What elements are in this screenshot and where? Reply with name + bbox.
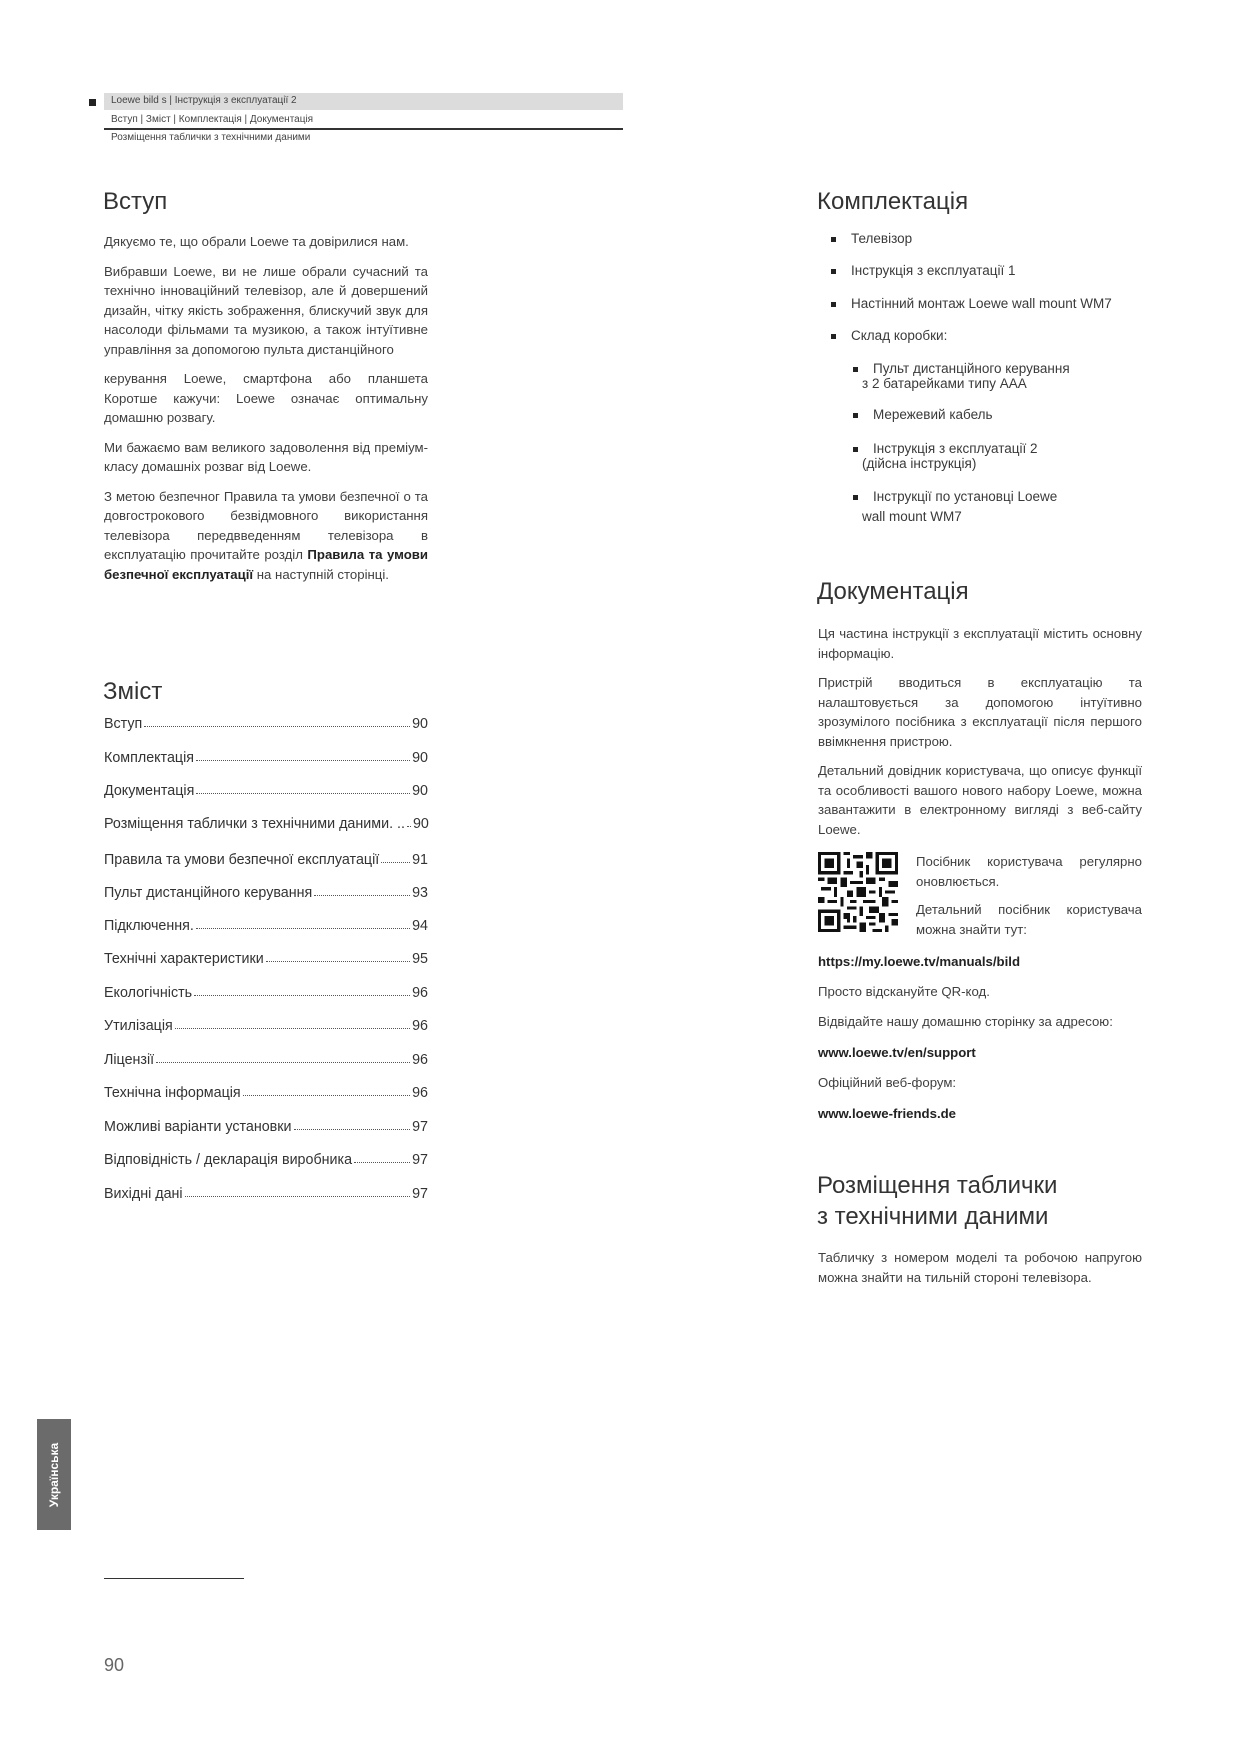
- toc-item-leader: [196, 928, 410, 929]
- toc-item-leader: [294, 1129, 411, 1130]
- contents-subitem: Мережевий кабель: [873, 407, 993, 422]
- toc-item-label: Екологічність: [104, 985, 193, 1001]
- toc-item-label: Ліцензії: [104, 1052, 155, 1068]
- header-breadcrumb: Loewe bild s | Інструкція з експлуатації 2: [111, 95, 297, 106]
- toc-item-leader: [243, 1095, 410, 1096]
- safety-link[interactable]: Правила та умови безпечної експлуатації: [104, 547, 428, 582]
- qr-text-1: Посібник користувача регулярно оновлюється.: [916, 854, 1142, 889]
- toc-item-page: 96: [412, 985, 428, 1001]
- toc-item-label: Вступ: [104, 716, 143, 732]
- qr-text-2: Детальний посібник користувача можна знайти тут:: [916, 902, 1142, 937]
- toc-item-leader: [196, 760, 410, 761]
- toc-item-label: Технічні характеристики: [104, 951, 264, 967]
- toc-title: Зміст: [103, 678, 163, 705]
- toc-item-leader: [144, 726, 410, 727]
- toc-item-leader: [175, 1028, 410, 1029]
- toc-item-page: 96: [412, 1085, 428, 1101]
- toc-item-leader: [354, 1162, 410, 1163]
- toc-item-leader: [314, 895, 410, 896]
- plate-text: Табличку з номером моделі та робочою напругою можна знайти на тильній стороні телевізора.: [818, 1250, 1142, 1285]
- toc-item-label: Пульт дистанційного керування: [104, 885, 313, 901]
- toc-item-label: Документація: [104, 783, 195, 799]
- contents-item: Інструкція з експлуатації 1: [851, 263, 1016, 278]
- contents-item: Телевізор: [851, 231, 913, 246]
- toc-item-leader: [407, 826, 411, 827]
- contents-title: Комплектація: [817, 188, 969, 215]
- header-bullet: [89, 99, 96, 106]
- intro-p5: [104, 487, 428, 585]
- contents-subitem: Пульт дистанційного керування: [873, 361, 1070, 376]
- bullet-icon: [853, 495, 858, 500]
- toc-item-label: Можливі варіанти установки: [104, 1119, 292, 1135]
- contents-item: Настінний монтаж Loewe wall mount WM7: [851, 296, 1112, 311]
- bullet-icon: [831, 269, 836, 274]
- header-sections: Вступ | Зміст | Комплектація | Документація: [111, 114, 314, 125]
- toc-item[interactable]: [104, 1014, 428, 1034]
- bullet-icon: [831, 334, 836, 339]
- toc-item[interactable]: [104, 1081, 428, 1101]
- toc-item[interactable]: [104, 1048, 428, 1068]
- page-number: 90: [104, 1655, 125, 1675]
- toc-item-label: Утилізація: [104, 1018, 173, 1034]
- intro-p5-start: З метою безпечног Правила та умови безпечної о та довгострокового безвідмовного використання телевізора передвведенням телевізора в експлуатацію прочитайте розділ: [104, 488, 428, 562]
- toc-item-page: 96: [412, 1052, 428, 1068]
- docs-p2: Пристрій вводиться в експлуатацію та налаштовується за допомогою інтуїтивно зрозумілого посібника з експлуатації після першого ввімкнення пристрою.: [818, 675, 1142, 749]
- contents-subitem-line2: wall mount WM7: [862, 509, 962, 524]
- contents-subitem-line2: (дійсна інструкція): [862, 456, 977, 471]
- bullet-icon: [853, 413, 858, 418]
- contents-subitem: Інструкції по установці Loewe: [873, 489, 1058, 504]
- qr-code-icon[interactable]: [818, 852, 898, 932]
- header-subsection: Розміщення таблички з технічними даними: [111, 132, 311, 143]
- toc-item-page: 90: [412, 783, 428, 799]
- intro-title: Вступ: [103, 188, 168, 215]
- toc-item-page: 93: [412, 885, 428, 901]
- bullet-icon: [831, 302, 836, 307]
- visit-text: Відвідайте нашу домашню сторінку за адресою:: [818, 1014, 1113, 1029]
- toc-item-label: Розміщення таблички з технічними даними. ..: [104, 816, 405, 832]
- toc-item-page: 97: [412, 1119, 428, 1135]
- toc-item[interactable]: [104, 712, 428, 732]
- support-link[interactable]: www.loewe.tv/en/support: [818, 1045, 976, 1060]
- footnote-divider: [104, 1578, 244, 1579]
- toc-item[interactable]: [104, 812, 428, 832]
- bullet-icon: [853, 367, 858, 372]
- toc-item-label: Підключення.: [104, 918, 194, 934]
- toc-item[interactable]: [104, 881, 428, 901]
- toc-item-label: Технічна інформація: [104, 1085, 241, 1101]
- toc-item-page: 90: [412, 816, 429, 832]
- toc-item-page: 90: [412, 750, 428, 766]
- intro-p4: Ми бажаємо вам великого задоволення від преміум-класу домашніх розваг від Loewe.: [104, 439, 428, 474]
- bullet-icon: [853, 447, 858, 452]
- toc-item-page: 95: [412, 951, 428, 967]
- docs-p1: Ця частина інструкції з експлуатації містить основну інформацію.: [818, 626, 1142, 661]
- intro-p3: керування Loewe, смартфона або планшета Коротше кажучи: Loewe означає оптимальну домашню розвагу.: [104, 371, 428, 425]
- language-tab: [37, 1419, 71, 1530]
- toc-item-leader: [194, 995, 410, 996]
- manuals-link[interactable]: https://my.loewe.tv/manuals/bild: [818, 954, 1020, 969]
- toc-item-page: 97: [412, 1152, 428, 1168]
- docs-title: Документація: [817, 578, 969, 605]
- toc-item-leader: [196, 793, 410, 794]
- toc-item-page: 94: [412, 918, 428, 934]
- toc-item[interactable]: [104, 947, 428, 967]
- toc-item[interactable]: [104, 914, 428, 934]
- toc-item[interactable]: [104, 981, 428, 1001]
- contents-item: Склад коробки:: [851, 328, 948, 343]
- scan-text: Просто відскануйте QR-код.: [818, 984, 990, 999]
- language-tab-label: Українська: [47, 1442, 61, 1507]
- toc-item-leader: [381, 862, 410, 863]
- forum-text: Офіційний веб-форум:: [818, 1075, 957, 1090]
- intro-text: [104, 232, 428, 584]
- toc-item-page: 91: [412, 852, 428, 868]
- toc-item[interactable]: [104, 848, 428, 868]
- toc-item-page: 96: [412, 1018, 428, 1034]
- contents-subitem: Інструкція з експлуатації 2: [873, 441, 1038, 456]
- toc-item-label: Правила та умови безпечної експлуатації: [104, 852, 380, 868]
- toc-item[interactable]: [104, 1182, 428, 1202]
- toc-item-label: Відповідність / декларація виробника: [104, 1152, 353, 1168]
- plate-title-line1: Розміщення таблички: [817, 1172, 1058, 1199]
- docs-p3: Детальний довідник користувача, що описує функції та особливості вашого нового набору Loewe, можна завантажити в електронному вигляді з веб-сайту Loewe.: [818, 763, 1142, 837]
- header-divider: [104, 128, 623, 130]
- intro-p1: Дякуємо те, що обрали Loewe та довірилися нам.: [104, 234, 409, 249]
- plate-title-line2: з технічними даними: [817, 1203, 1049, 1230]
- toc-item[interactable]: [104, 746, 428, 766]
- toc-item-leader: [156, 1062, 410, 1063]
- toc-item-leader: [185, 1196, 410, 1197]
- forum-link[interactable]: www.loewe-friends.de: [818, 1106, 957, 1121]
- toc-item-page: 97: [412, 1186, 428, 1202]
- intro-p5-end: на наступній сторінці.: [253, 566, 389, 582]
- toc-item-page: 90: [412, 716, 428, 732]
- toc-item[interactable]: [104, 779, 428, 799]
- contents-subitem-line2: з 2 батарейками типу AAA: [862, 376, 1027, 391]
- toc-item[interactable]: [104, 1148, 428, 1168]
- intro-p2: Вибравши Loewe, ви не лише обрали сучасний та технічно інноваційний телевізор, але й довершений дизайн, чітку якість зображення, блискучий звук для насолоди фільмами та музикою, а також інтуїтивне управління за допомогою пульта дистанційного: [104, 263, 428, 357]
- toc-item-label: Комплектація: [104, 750, 195, 766]
- docs-text: [818, 624, 1142, 839]
- toc-item[interactable]: [104, 1115, 428, 1135]
- toc-item-label: Вихідні дані: [104, 1186, 183, 1202]
- bullet-icon: [831, 237, 836, 242]
- toc-item-leader: [266, 961, 410, 962]
